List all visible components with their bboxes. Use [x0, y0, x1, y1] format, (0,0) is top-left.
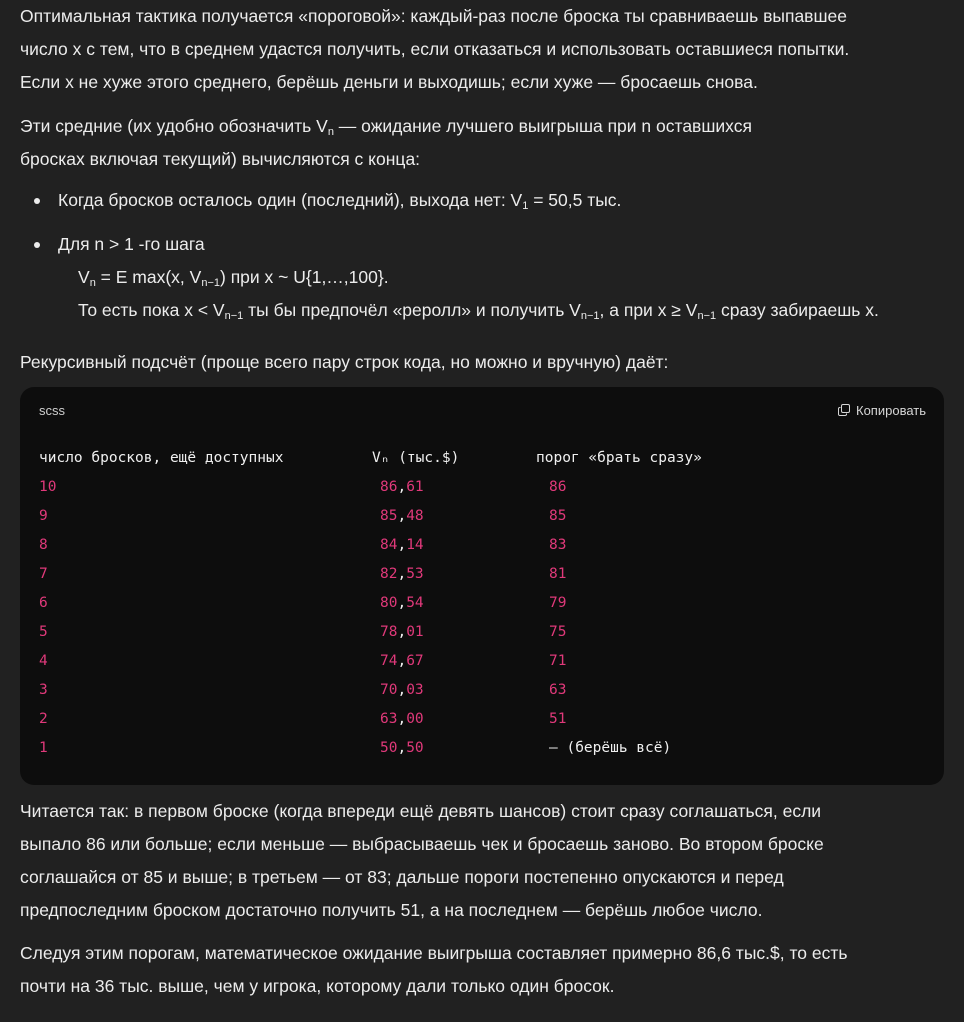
explanation-text: ты бы предпочёл «реролл» и получить V	[243, 300, 581, 320]
value-frac: 00	[406, 711, 424, 727]
bullet-list	[20, 184, 944, 327]
intro-line-3: Если x не хуже этого среднего, берёшь деньги и выходишь; если хуже — бросаешь снова.	[20, 72, 758, 92]
throws-count: 5	[39, 624, 48, 640]
throws-count: 7	[39, 566, 48, 582]
list-item	[58, 228, 944, 327]
recursive-paragraph: Рекурсивный подсчёт (проще всего пару строк кода, но можно и вручную) даёт:	[20, 352, 669, 372]
value-cell	[372, 473, 536, 502]
value-int: 70	[380, 682, 398, 698]
means-text: бросках включая текущий) вычисляются с конца:	[20, 149, 421, 169]
throws-count: 4	[39, 653, 48, 669]
throws-count: 1	[39, 740, 48, 756]
value-frac: 48	[406, 508, 424, 524]
value-int: 63	[380, 711, 398, 727]
formula-text: ) при x ~ U{1,…,100}.	[220, 267, 389, 287]
bullet-text: = 50,5 тыс.	[528, 190, 622, 210]
throws-count: 10	[39, 479, 57, 495]
value-cell	[372, 647, 536, 676]
value-comma: ,	[397, 682, 407, 698]
copy-label: Копировать	[856, 402, 926, 418]
means-paragraph	[20, 110, 944, 176]
value-int: 86	[380, 479, 398, 495]
explanation-text: То есть пока x < V	[78, 300, 225, 320]
value-comma: ,	[397, 711, 407, 727]
throws-count: 9	[39, 508, 48, 524]
column-header-value: Vₙ (тыс.$)	[372, 450, 460, 466]
subscript: n	[89, 277, 96, 289]
value-comma: ,	[397, 508, 407, 524]
formula-line	[58, 261, 944, 294]
table-row	[39, 502, 925, 531]
code-block	[20, 387, 944, 785]
threshold-cell: 81	[549, 566, 567, 582]
explanation-text: , а при x ≥ V	[599, 300, 698, 320]
means-text: — ожидание лучшего выигрыша при n оставшихся	[333, 116, 752, 136]
value-int: 84	[380, 537, 398, 553]
threshold-cell: 71	[549, 653, 567, 669]
conclusion-paragraph	[20, 937, 944, 1003]
bullet-text: Для n > 1 -го шага	[58, 234, 205, 254]
throws-count: 2	[39, 711, 48, 727]
means-text: Эти средние (их удобно обозначить V	[20, 116, 328, 136]
table-row	[39, 705, 925, 734]
value-frac: 67	[406, 653, 424, 669]
subscript: n−1	[697, 310, 717, 322]
reading-paragraph	[20, 795, 944, 927]
value-cell	[372, 618, 536, 647]
threshold-cell: 75	[549, 624, 567, 640]
code-language-label: scss	[39, 402, 65, 418]
value-cell	[372, 502, 536, 531]
table-row	[39, 734, 925, 763]
explanation-line	[58, 294, 944, 327]
conclusion-line: почти на 36 тыс. выше, чем у игрока, которому дали только один бросок.	[20, 976, 615, 996]
reading-line: соглашайся от 85 и выше; в третьем — от 83; дальше пороги постепенно опускаются и перед	[20, 867, 784, 887]
value-comma: ,	[397, 566, 407, 582]
value-int: 50	[380, 740, 398, 756]
table-row	[39, 676, 925, 705]
value-comma: ,	[397, 479, 407, 495]
value-cell	[372, 589, 536, 618]
value-comma: ,	[397, 624, 407, 640]
code-rows	[39, 473, 925, 763]
value-cell	[372, 531, 536, 560]
formula-text: V	[78, 267, 90, 287]
reading-line: предпоследним броском достаточно получить 51, а на последнем — берёшь любое число.	[20, 900, 763, 920]
code-content	[20, 433, 944, 763]
subscript: n	[327, 126, 334, 138]
intro-line-2: число x с тем, что в среднем удастся получить, если отказаться и использовать оставшиеся попытки.	[20, 39, 850, 59]
code-header-row	[39, 444, 925, 473]
subscript: 1	[522, 200, 529, 212]
value-cell	[372, 734, 536, 763]
value-frac: 54	[406, 595, 424, 611]
subscript: n−1	[580, 310, 600, 322]
value-int: 85	[380, 508, 398, 524]
subscript: n−1	[201, 277, 220, 289]
threshold-cell: 51	[549, 711, 567, 727]
value-frac: 50	[406, 740, 424, 756]
reading-line: выпало 86 или больше; если меньше — выбрасываешь чек и бросаешь заново. Во втором броске	[20, 834, 824, 854]
value-frac: 14	[406, 537, 424, 553]
column-header-throws: число бросков, ещё доступных	[39, 450, 284, 466]
threshold-cell: 63	[549, 682, 567, 698]
value-int: 82	[380, 566, 398, 582]
table-row	[39, 531, 925, 560]
table-row	[39, 560, 925, 589]
table-row	[39, 589, 925, 618]
copy-button[interactable]	[838, 394, 926, 427]
reading-line: Читается так: в первом броске (когда впереди ещё девять шансов) стоит сразу соглашаться, если	[20, 801, 822, 821]
subscript: n−1	[224, 310, 244, 322]
threshold-cell: 85	[549, 508, 567, 524]
table-row	[39, 647, 925, 676]
intro-paragraph	[20, 0, 944, 99]
value-comma: ,	[397, 653, 407, 669]
threshold-cell: 79	[549, 595, 567, 611]
list-item	[58, 184, 944, 217]
intro-line-1: Оптимальная тактика получается «пороговой»: каждый-раз после броска ты сравниваешь выпавшее	[20, 6, 847, 26]
copy-icon	[838, 404, 850, 416]
table-row	[39, 618, 925, 647]
value-cell	[372, 705, 536, 734]
value-int: 74	[380, 653, 398, 669]
throws-count: 6	[39, 595, 48, 611]
table-row	[39, 473, 925, 502]
value-frac: 03	[406, 682, 424, 698]
threshold-cell: — (берёшь всё)	[549, 740, 672, 756]
value-cell	[372, 560, 536, 589]
conclusion-line: Следуя этим порогам, математическое ожидание выигрыша составляет примерно 86,6 тыс.$, то есть	[20, 943, 848, 963]
threshold-cell: 86	[549, 479, 567, 495]
value-frac: 61	[406, 479, 424, 495]
code-header	[20, 387, 944, 433]
value-cell	[372, 676, 536, 705]
value-frac: 53	[406, 566, 424, 582]
column-header-threshold: порог «брать сразу»	[536, 450, 702, 466]
value-int: 80	[380, 595, 398, 611]
explanation-text: сразу забираешь x.	[716, 300, 879, 320]
value-comma: ,	[397, 537, 407, 553]
value-int: 78	[380, 624, 398, 640]
value-frac: 01	[406, 624, 424, 640]
value-comma: ,	[397, 740, 407, 756]
throws-count: 8	[39, 537, 48, 553]
threshold-cell: 83	[549, 537, 567, 553]
throws-count: 3	[39, 682, 48, 698]
bullet-text: Когда бросков осталось один (последний), выхода нет: V	[58, 190, 523, 210]
formula-text: = E max(x, V	[95, 267, 202, 287]
value-comma: ,	[397, 595, 407, 611]
